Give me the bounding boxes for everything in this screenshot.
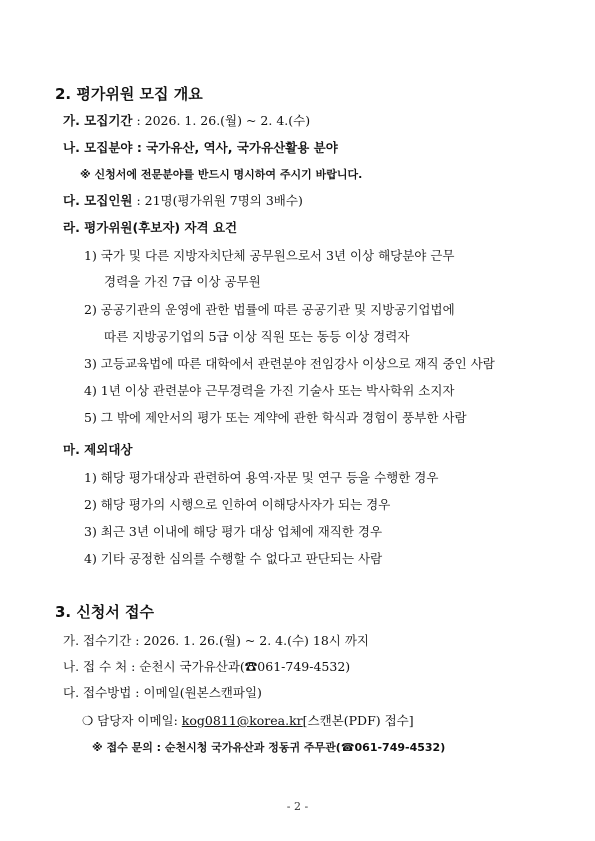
section-2-title: 2. 평가위원 모집 개요 <box>55 85 203 103</box>
qualification-title: 라. 평가위원(후보자) 자격 요건 <box>63 220 238 235</box>
contact-email-prefix: ❍ 담당자 이메일: <box>82 713 182 728</box>
recruit-field <box>63 140 338 156</box>
submission-place: 나. 접 수 처 : 순천시 국가유산과(☎061-749-4532) <box>63 659 351 674</box>
contact-email-suffix: [스캔본(PDF) 접수] <box>302 713 414 728</box>
recruit-period-value: : 2026. 1. 26.(월) ~ 2. 4.(수) <box>132 113 311 128</box>
qualification-item-1: 1) 국가 및 다른 지방자치단체 공무원으로서 3년 이상 해당분야 근무 <box>84 248 455 263</box>
exclusion-title: 마. 제외대상 <box>63 442 133 457</box>
submission-period: 가. 접수기간 : 2026. 1. 26.(월) ~ 2. 4.(수) 18시 까지 <box>63 633 369 648</box>
page-number: - 2 - <box>286 800 309 813</box>
exclusion-item-3: 3) 최근 3년 이내에 해당 평가 대상 업체에 재직한 경우 <box>84 524 383 539</box>
qualification-item-3: 3) 고등교육법에 따른 대학에서 관련분야 전임강사 이상으로 재직 중인 사람 <box>84 356 495 371</box>
submission-method: 다. 접수방법 : 이메일(원본스캔파일) <box>63 685 262 700</box>
qualification-item-5: 5) 그 밖에 제안서의 평가 또는 계약에 관한 학식과 경험이 풍부한 사람 <box>84 410 467 425</box>
recruit-field-value: : 국가유산, 역사, 국가유산활용 분야 <box>132 140 338 155</box>
section-3-title: 3. 신청서 접수 <box>55 603 155 621</box>
qualification-item-2-cont: 따른 지방공기업의 5급 이상 직원 또는 동등 이상 경력자 <box>104 329 410 344</box>
recruit-count <box>63 193 303 209</box>
recruit-count-label: 다. 모집인원 <box>63 193 133 208</box>
qualification-item-2: 2) 공공기관의 운영에 관한 법률에 따른 공공기관 및 지방공기업법에 <box>84 302 455 317</box>
contact-email-link[interactable]: kog0811@korea.kr <box>181 713 303 728</box>
exclusion-item-1: 1) 해당 평가대상과 관련하여 용역·자문 및 연구 등을 수행한 경우 <box>84 470 439 485</box>
recruit-field-label: 나. 모집분야 <box>63 140 133 155</box>
contact-email-line <box>82 713 414 729</box>
qualification-item-1-cont: 경력을 가진 7급 이상 공무원 <box>104 274 261 289</box>
field-note: ※ 신청서에 전문분야를 반드시 명시하여 주시기 바랍니다. <box>80 168 363 181</box>
inquiry-note: ※ 접수 문의 : 순천시청 국가유산과 정동귀 주무관(☎061-749-4532) <box>92 741 446 754</box>
recruit-period-label: 가. 모집기간 <box>63 113 133 128</box>
qualification-item-4: 4) 1년 이상 관련분야 근무경력을 가진 기술사 또는 박사학위 소지자 <box>84 383 455 398</box>
exclusion-item-2: 2) 해당 평가의 시행으로 인하여 이해당사자가 되는 경우 <box>84 497 391 512</box>
exclusion-item-4: 4) 기타 공정한 심의를 수행할 수 없다고 판단되는 사람 <box>84 551 383 566</box>
recruit-count-value: : 21명(평가위원 7명의 3배수) <box>132 193 303 208</box>
recruit-period <box>63 113 310 129</box>
